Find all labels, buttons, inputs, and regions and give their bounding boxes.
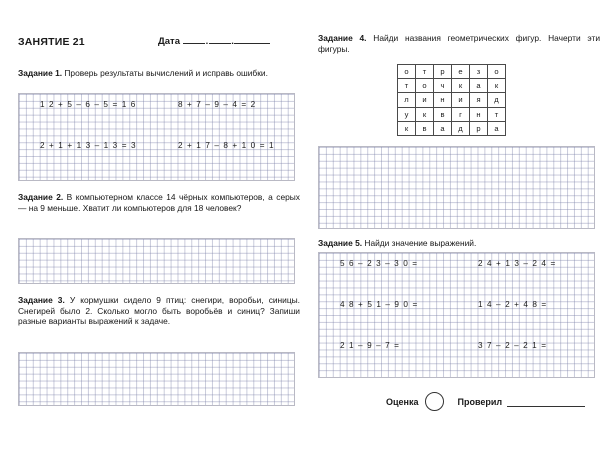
task-5-body: Найди значение выражений. [364,238,477,248]
task-5-number: Задание 5. [318,238,363,248]
task-5-expression-5: 2 1 – 9 – 7 = [340,341,401,350]
task-4-drawing-grid[interactable] [318,146,595,229]
letter-cell[interactable]: о [416,79,434,93]
letter-cell[interactable]: е [452,65,470,79]
date-label: Дата [158,36,180,47]
letter-cell[interactable]: а [434,121,452,135]
task-1-heading [18,68,300,79]
task-4-text [318,33,600,54]
task-3-text [18,295,300,327]
task-1-body: Проверь результаты вычислений и исправь ошибки. [64,68,268,78]
task-5-answer-grid[interactable] [318,252,595,378]
letter-cell[interactable]: в [434,107,452,121]
letter-cell[interactable]: и [452,93,470,107]
letter-cell[interactable]: к [398,121,416,135]
date-separator-1: . [205,36,209,47]
grade-circle[interactable] [425,392,444,411]
task-5-text [318,238,600,249]
date-year-blank[interactable] [234,43,270,44]
task-1-expression-1: 1 2 + 5 – 6 – 5 = 1 6 [40,100,137,109]
task-3-body: У кормушки сидело 9 птиц: снегири, воробьи, синицы. Снегирей было 2. Сколько могло быть воробьёв и синиц? Запиши разные варианты выражений к задаче. [18,295,301,327]
task-1-expression-2: 8 + 7 – 9 – 4 = 2 [178,100,257,109]
task-1-expression-3: 2 + 1 + 1 3 – 1 3 = 3 [40,141,137,150]
letter-cell[interactable]: к [452,79,470,93]
task-2-body: В компьютерном классе 14 чёрных компьютеров, а серых — на 9 меньше. Хватит ли компьютеров для 18 человек? [18,192,300,213]
task-3-answer-grid[interactable] [18,352,295,406]
letter-cell[interactable]: д [488,93,506,107]
letter-cell[interactable]: н [470,107,488,121]
date-day-blank[interactable] [183,43,205,44]
letter-cell[interactable]: р [470,121,488,135]
letter-cell[interactable]: к [416,107,434,121]
task-3-heading [18,295,300,327]
lesson-title-wrap [18,36,85,48]
letter-cell[interactable]: т [416,65,434,79]
letter-cell[interactable]: т [488,107,506,121]
task-1-text [18,68,300,79]
task-5-expression-3: 4 8 + 5 1 – 9 0 = [340,300,419,309]
task-4-body: Найди названия геометрических фигур. Начерти эти фигуры. [318,33,600,54]
letter-cell[interactable]: я [470,93,488,107]
letter-grid-row [398,93,506,107]
letter-cell[interactable]: н [434,93,452,107]
letter-cell[interactable]: и [416,93,434,107]
task-5-expression-6: 3 7 – 2 – 2 1 = [478,341,548,350]
task-3-number: Задание 3. [18,295,65,305]
letter-grid-row [398,121,506,135]
task-5-expression-1: 5 6 – 2 3 – 3 0 = [340,259,419,268]
task-5-expression-4: 1 4 – 2 + 4 8 = [478,300,548,309]
task-5-expression-2: 2 4 + 1 3 – 2 4 = [478,259,557,268]
letter-cell[interactable]: у [398,107,416,121]
task-4-letter-grid[interactable] [397,64,506,136]
footer [386,392,585,411]
grade-label: Оценка [386,396,419,407]
checked-by-label: Проверил [457,396,503,407]
letter-cell[interactable]: р [434,65,452,79]
checked-by-signature-line[interactable] [507,397,585,407]
task-4-heading [318,33,600,54]
letter-cell[interactable]: л [398,93,416,107]
letter-cell[interactable]: д [452,121,470,135]
letter-cell[interactable]: о [398,65,416,79]
letter-cell[interactable]: к [488,79,506,93]
task-1-number: Задание 1. [18,68,63,78]
task-1-answer-grid[interactable] [18,93,295,181]
date-month-blank[interactable] [209,43,231,44]
task-2-number: Задание 2. [18,192,64,202]
letter-grid-row [398,65,506,79]
letter-cell[interactable]: т [398,79,416,93]
letter-cell[interactable]: з [470,65,488,79]
task-2-heading [18,192,300,213]
date-separator-2: . [231,36,234,47]
letter-cell[interactable]: г [452,107,470,121]
letter-grid-body [398,65,506,136]
task-2-text [18,192,300,213]
letter-cell[interactable]: а [488,121,506,135]
letter-cell[interactable]: о [488,65,506,79]
letter-cell[interactable]: а [470,79,488,93]
task-5-heading [318,238,600,249]
task-2-answer-grid[interactable] [18,238,295,284]
page-title: ЗАНЯТИЕ 21 [18,36,85,48]
letter-cell[interactable]: ч [434,79,452,93]
letter-cell[interactable]: в [416,121,434,135]
letter-grid-row [398,107,506,121]
date-field[interactable] [158,36,271,47]
task-1-expression-4: 2 + 1 7 – 8 + 1 0 = 1 [178,141,275,150]
task-4-number: Задание 4. [318,33,367,43]
letter-grid-row [398,79,506,93]
